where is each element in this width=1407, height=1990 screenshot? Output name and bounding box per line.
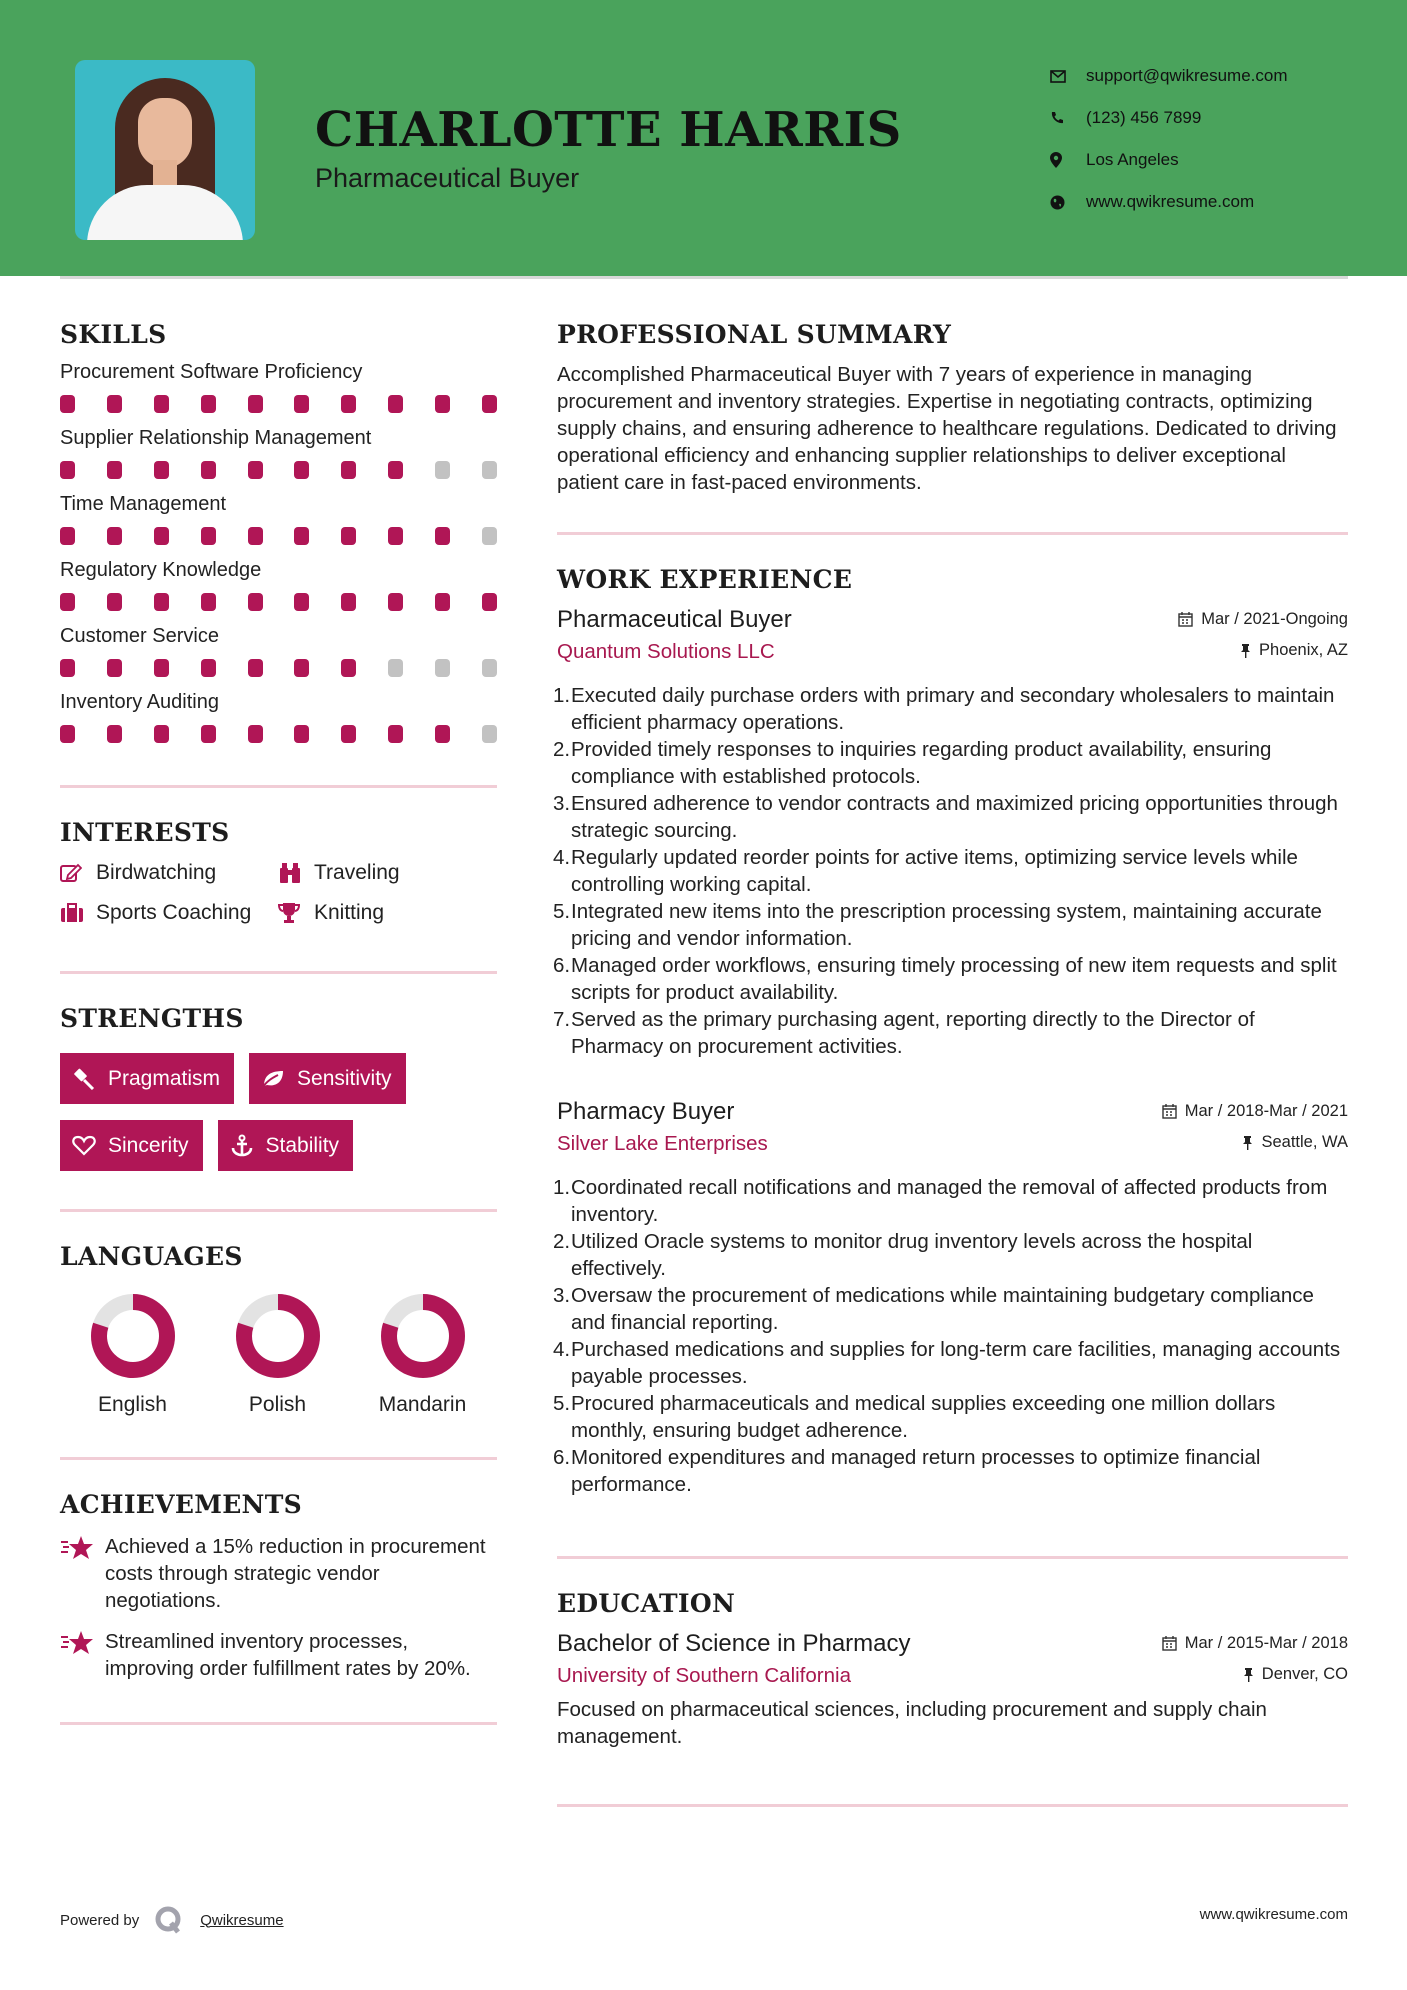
language-donut-chart: [90, 1293, 176, 1379]
skill-label: Time Management: [60, 493, 226, 515]
rating-dot-filled: [248, 527, 263, 545]
rating-dot-filled: [154, 725, 169, 743]
rating-dot-filled: [107, 461, 122, 479]
skill-label: Customer Service: [60, 625, 219, 647]
footer-powered-by: Powered by Qwikresume: [60, 1905, 284, 1935]
bullet-item: 7. Served as the primary purchasing agent, reporting directly to the Director of Pharmacy on procurement activities.: [553, 1008, 1255, 1058]
job-subheader: [557, 1132, 1348, 1156]
pushpin-icon: [1242, 1135, 1253, 1150]
phone-icon: [1050, 111, 1086, 125]
job-dates: Mar / 2021-Ongoing: [1178, 610, 1348, 629]
skill-rating: [60, 659, 497, 679]
star-achievement-icon: [60, 1533, 105, 1614]
language-label: English: [98, 1393, 167, 1416]
rating-dot-filled: [248, 461, 263, 479]
binoculars-icon: [278, 862, 314, 884]
language-donut-chart: [235, 1293, 321, 1379]
rating-dot-filled: [341, 593, 356, 611]
job-dates: Mar / 2018-Mar / 2021: [1162, 1102, 1348, 1121]
candidate-role: Pharmaceutical Buyer: [315, 163, 580, 193]
rating-dot-filled: [60, 593, 75, 611]
section-title: WORK EXPERIENCE: [557, 565, 853, 594]
pushpin-icon: [1243, 1667, 1254, 1682]
language-label: Mandarin: [378, 1393, 467, 1416]
rating-dot-filled: [294, 461, 309, 479]
achievement-item: Achieved a 15% reduction in procurement costs through strategic vendor negotiations.: [60, 1533, 497, 1614]
interest-item: Birdwatching: [60, 861, 278, 885]
interest-item: Traveling: [278, 861, 478, 885]
rating-dot-filled: [341, 461, 356, 479]
bullet-item: 6. Managed order workflows, ensuring timely processing of new item requests and split scripts for product availability.: [553, 954, 1337, 1004]
rating-dot-filled: [60, 725, 75, 743]
rating-dot-filled: [294, 725, 309, 743]
rating-dot-filled: [201, 593, 216, 611]
candidate-name: CHARLOTTE HARRIS: [315, 102, 902, 158]
job-entry: [553, 1098, 1348, 1498]
job-subheader: [557, 640, 1348, 664]
rating-dot-filled: [435, 527, 450, 545]
resume-header: [0, 0, 1407, 276]
map-pin-icon: [1050, 152, 1086, 168]
rating-dot-filled: [341, 659, 356, 677]
education-subheader: [557, 1664, 1348, 1688]
rating-dot-filled: [107, 395, 122, 413]
strength-badge: Sensitivity: [249, 1053, 406, 1104]
summary-text: Accomplished Pharmaceutical Buyer with 7 years of experience in managing procurement and inventory strategies. Expertise in negotiating contracts, optimizing supply chains, and ensuring adherence to healthcare regulations. Dedicated to driving operational efficiency and enhancing supplier relationships to deliver exceptional patient care in fast-paced environments.: [557, 363, 1337, 494]
header-divider: [60, 276, 1348, 279]
bullet-item: 2. Provided timely responses to inquiries regarding product availability, ensuring compliance with established protocols.: [553, 738, 1272, 788]
language-item: [60, 1293, 205, 1417]
languages-list: [60, 1293, 497, 1417]
section-divider: [60, 1722, 497, 1725]
rating-dot-filled: [341, 395, 356, 413]
interests-list: [60, 861, 497, 925]
rating-dot-filled: [248, 659, 263, 677]
bullet-item: 4. Purchased medications and supplies for long-term care facilities, managing accounts payable processes.: [553, 1338, 1341, 1388]
rating-dot-empty: [482, 659, 497, 677]
rating-dot-filled: [154, 461, 169, 479]
skill-rating: [60, 593, 497, 613]
calendar-icon: [1178, 612, 1193, 627]
skill-label: Procurement Software Proficiency: [60, 361, 363, 383]
job-location: Seattle, WA: [1242, 1133, 1348, 1152]
rating-dot-empty: [482, 725, 497, 743]
rating-dot-filled: [154, 593, 169, 611]
rating-dot-filled: [294, 593, 309, 611]
rating-dot-filled: [154, 527, 169, 545]
anchor-icon: [230, 1134, 254, 1158]
language-item: [205, 1293, 350, 1417]
section-divider: [60, 785, 497, 788]
suitcase-icon: [60, 903, 96, 923]
contact-email[interactable]: support@qwikresume.com: [1050, 55, 1288, 97]
job-bullets: [553, 1174, 1348, 1498]
summary-section: [557, 320, 1348, 496]
gavel-icon: [72, 1068, 96, 1090]
left-column: [60, 320, 497, 1725]
section-title: ACHIEVEMENTS: [60, 1490, 302, 1519]
rating-dot-empty: [435, 659, 450, 677]
rating-dot-filled: [201, 395, 216, 413]
rating-dot-filled: [248, 593, 263, 611]
skills-list: [60, 361, 497, 745]
rating-dot-filled: [388, 725, 403, 743]
interest-item: Knitting: [278, 901, 478, 925]
languages-section: [60, 1242, 497, 1417]
skill-rating: [60, 527, 497, 547]
skill-rating: [60, 461, 497, 481]
language-item: [350, 1293, 495, 1417]
section-divider: [557, 1556, 1348, 1559]
rating-dot-filled: [201, 461, 216, 479]
rating-dot-filled: [107, 659, 122, 677]
qwikresume-logo-icon: [154, 1905, 184, 1935]
rating-dot-filled: [482, 593, 497, 611]
experience-section: [553, 565, 1348, 1498]
bullet-item: 5. Integrated new items into the prescription processing system, maintaining accurate pricing and vendor information.: [553, 900, 1322, 950]
section-title: PROFESSIONAL SUMMARY: [557, 320, 952, 349]
section-title: EDUCATION: [557, 1589, 736, 1618]
trophy-icon: [278, 902, 314, 924]
contact-phone[interactable]: (123) 456 7899: [1050, 97, 1288, 139]
envelope-icon: [1050, 70, 1086, 83]
rating-dot-filled: [60, 461, 75, 479]
job-bullets: [553, 682, 1348, 1060]
rating-dot-filled: [388, 527, 403, 545]
rating-dot-filled: [60, 659, 75, 677]
calendar-icon: [1162, 1104, 1177, 1119]
rating-dot-filled: [388, 461, 403, 479]
qwikresume-link[interactable]: Qwikresume: [200, 1911, 284, 1929]
bullet-item: 1. Coordinated recall notifications and managed the removal of affected products from inventory.: [553, 1176, 1328, 1226]
strength-badge: Pragmatism: [60, 1053, 234, 1104]
section-title: INTERESTS: [60, 818, 230, 847]
rating-dot-filled: [341, 725, 356, 743]
strengths-list: [60, 1053, 497, 1171]
rating-dot-empty: [482, 461, 497, 479]
rating-dot-empty: [482, 527, 497, 545]
jobs-list: [553, 606, 1348, 1498]
education-header: [557, 1630, 1348, 1658]
rating-dot-filled: [388, 395, 403, 413]
rating-dot-filled: [201, 527, 216, 545]
footer-website[interactable]: www.qwikresume.com: [1199, 1906, 1348, 1923]
section-divider: [557, 532, 1348, 535]
rating-dot-filled: [248, 725, 263, 743]
interests-section: [60, 818, 497, 925]
job-entry: [553, 606, 1348, 1060]
education-dates: Mar / 2015-Mar / 2018: [1162, 1634, 1348, 1653]
section-title: SKILLS: [60, 320, 167, 349]
achievements-section: [60, 1490, 497, 1682]
star-achievement-icon: [60, 1628, 105, 1682]
rating-dot-filled: [435, 593, 450, 611]
contact-location: Los Angeles: [1050, 139, 1288, 181]
language-donut-chart: [380, 1293, 466, 1379]
education-description: Focused on pharmaceutical sciences, including procurement and supply chain management.: [557, 1698, 1267, 1748]
heart-icon: [72, 1135, 96, 1156]
pushpin-icon: [1240, 643, 1251, 658]
education-section: [557, 1589, 1348, 1750]
section-divider: [60, 1209, 497, 1212]
bullet-item: 3. Oversaw the procurement of medications while maintaining budgetary compliance and financial reporting.: [553, 1284, 1314, 1334]
bullet-item: 1. Executed daily purchase orders with primary and secondary wholesalers to maintain efficient pharmacy operations.: [553, 684, 1335, 734]
rating-dot-filled: [107, 527, 122, 545]
rating-dot-filled: [294, 395, 309, 413]
job-header: [557, 1098, 1348, 1126]
section-divider: [557, 1804, 1348, 1807]
rating-dot-filled: [60, 527, 75, 545]
rating-dot-filled: [201, 659, 216, 677]
section-title: LANGUAGES: [60, 1242, 243, 1271]
rating-dot-filled: [107, 593, 122, 611]
school-name: University of Southern California: [557, 1664, 851, 1687]
skill-rating: [60, 395, 497, 415]
rating-dot-filled: [60, 395, 75, 413]
rating-dot-filled: [388, 593, 403, 611]
rating-dot-filled: [435, 725, 450, 743]
rating-dot-filled: [294, 527, 309, 545]
globe-icon: [1050, 195, 1086, 210]
company-name: Quantum Solutions LLC: [557, 640, 775, 663]
bullet-item: 4. Regularly updated reorder points for active items, optimizing service levels while controlling working capital.: [553, 846, 1298, 896]
edit-icon: [60, 863, 96, 883]
skill-label: Supplier Relationship Management: [60, 427, 372, 449]
skill-label: Inventory Auditing: [60, 691, 219, 713]
bullet-item: 3. Ensured adherence to vendor contracts and maximized pricing opportunities through strategic sourcing.: [553, 792, 1338, 842]
right-column: [553, 320, 1348, 1807]
strengths-section: [60, 1004, 497, 1171]
rating-dot-filled: [435, 395, 450, 413]
job-title: Pharmacy Buyer: [557, 1098, 735, 1125]
strength-badge: Stability: [218, 1120, 354, 1171]
degree-title: Bachelor of Science in Pharmacy: [557, 1630, 911, 1657]
leaf-icon: [261, 1069, 285, 1089]
rating-dot-filled: [154, 395, 169, 413]
bullet-item: 5. Procured pharmaceuticals and medical supplies exceeding one million dollars monthly, ensuring budget adherence.: [553, 1392, 1276, 1442]
achievement-item: Streamlined inventory processes, improving order fulfillment rates by 20%.: [60, 1628, 497, 1682]
job-title: Pharmaceutical Buyer: [557, 606, 792, 633]
education-location: Denver, CO: [1243, 1665, 1348, 1684]
contact-website[interactable]: www.qwikresume.com: [1050, 181, 1288, 223]
skill-label: Regulatory Knowledge: [60, 559, 262, 581]
bullet-item: 6. Monitored expenditures and managed return processes to optimize financial performance.: [553, 1446, 1261, 1496]
rating-dot-filled: [201, 725, 216, 743]
rating-dot-filled: [294, 659, 309, 677]
rating-dot-filled: [107, 725, 122, 743]
section-title: STRENGTHS: [60, 1004, 244, 1033]
skill-rating: [60, 725, 497, 745]
section-divider: [60, 971, 497, 974]
language-label: Polish: [248, 1393, 307, 1416]
profile-photo: [75, 60, 255, 240]
job-location: Phoenix, AZ: [1240, 641, 1348, 660]
job-header: [557, 606, 1348, 634]
rating-dot-filled: [482, 395, 497, 413]
calendar-icon: [1162, 1636, 1177, 1651]
rating-dot-filled: [154, 659, 169, 677]
interest-item: Sports Coaching: [60, 901, 278, 925]
company-name: Silver Lake Enterprises: [557, 1132, 768, 1155]
section-divider: [60, 1457, 497, 1460]
contact-list: [1050, 55, 1288, 223]
strength-badge: Sincerity: [60, 1120, 203, 1171]
rating-dot-empty: [388, 659, 403, 677]
rating-dot-filled: [248, 395, 263, 413]
skills-section: [60, 320, 497, 745]
rating-dot-filled: [341, 527, 356, 545]
rating-dot-empty: [435, 461, 450, 479]
bullet-item: 2. Utilized Oracle systems to monitor drug inventory levels across the hospital effectively.: [553, 1230, 1253, 1280]
